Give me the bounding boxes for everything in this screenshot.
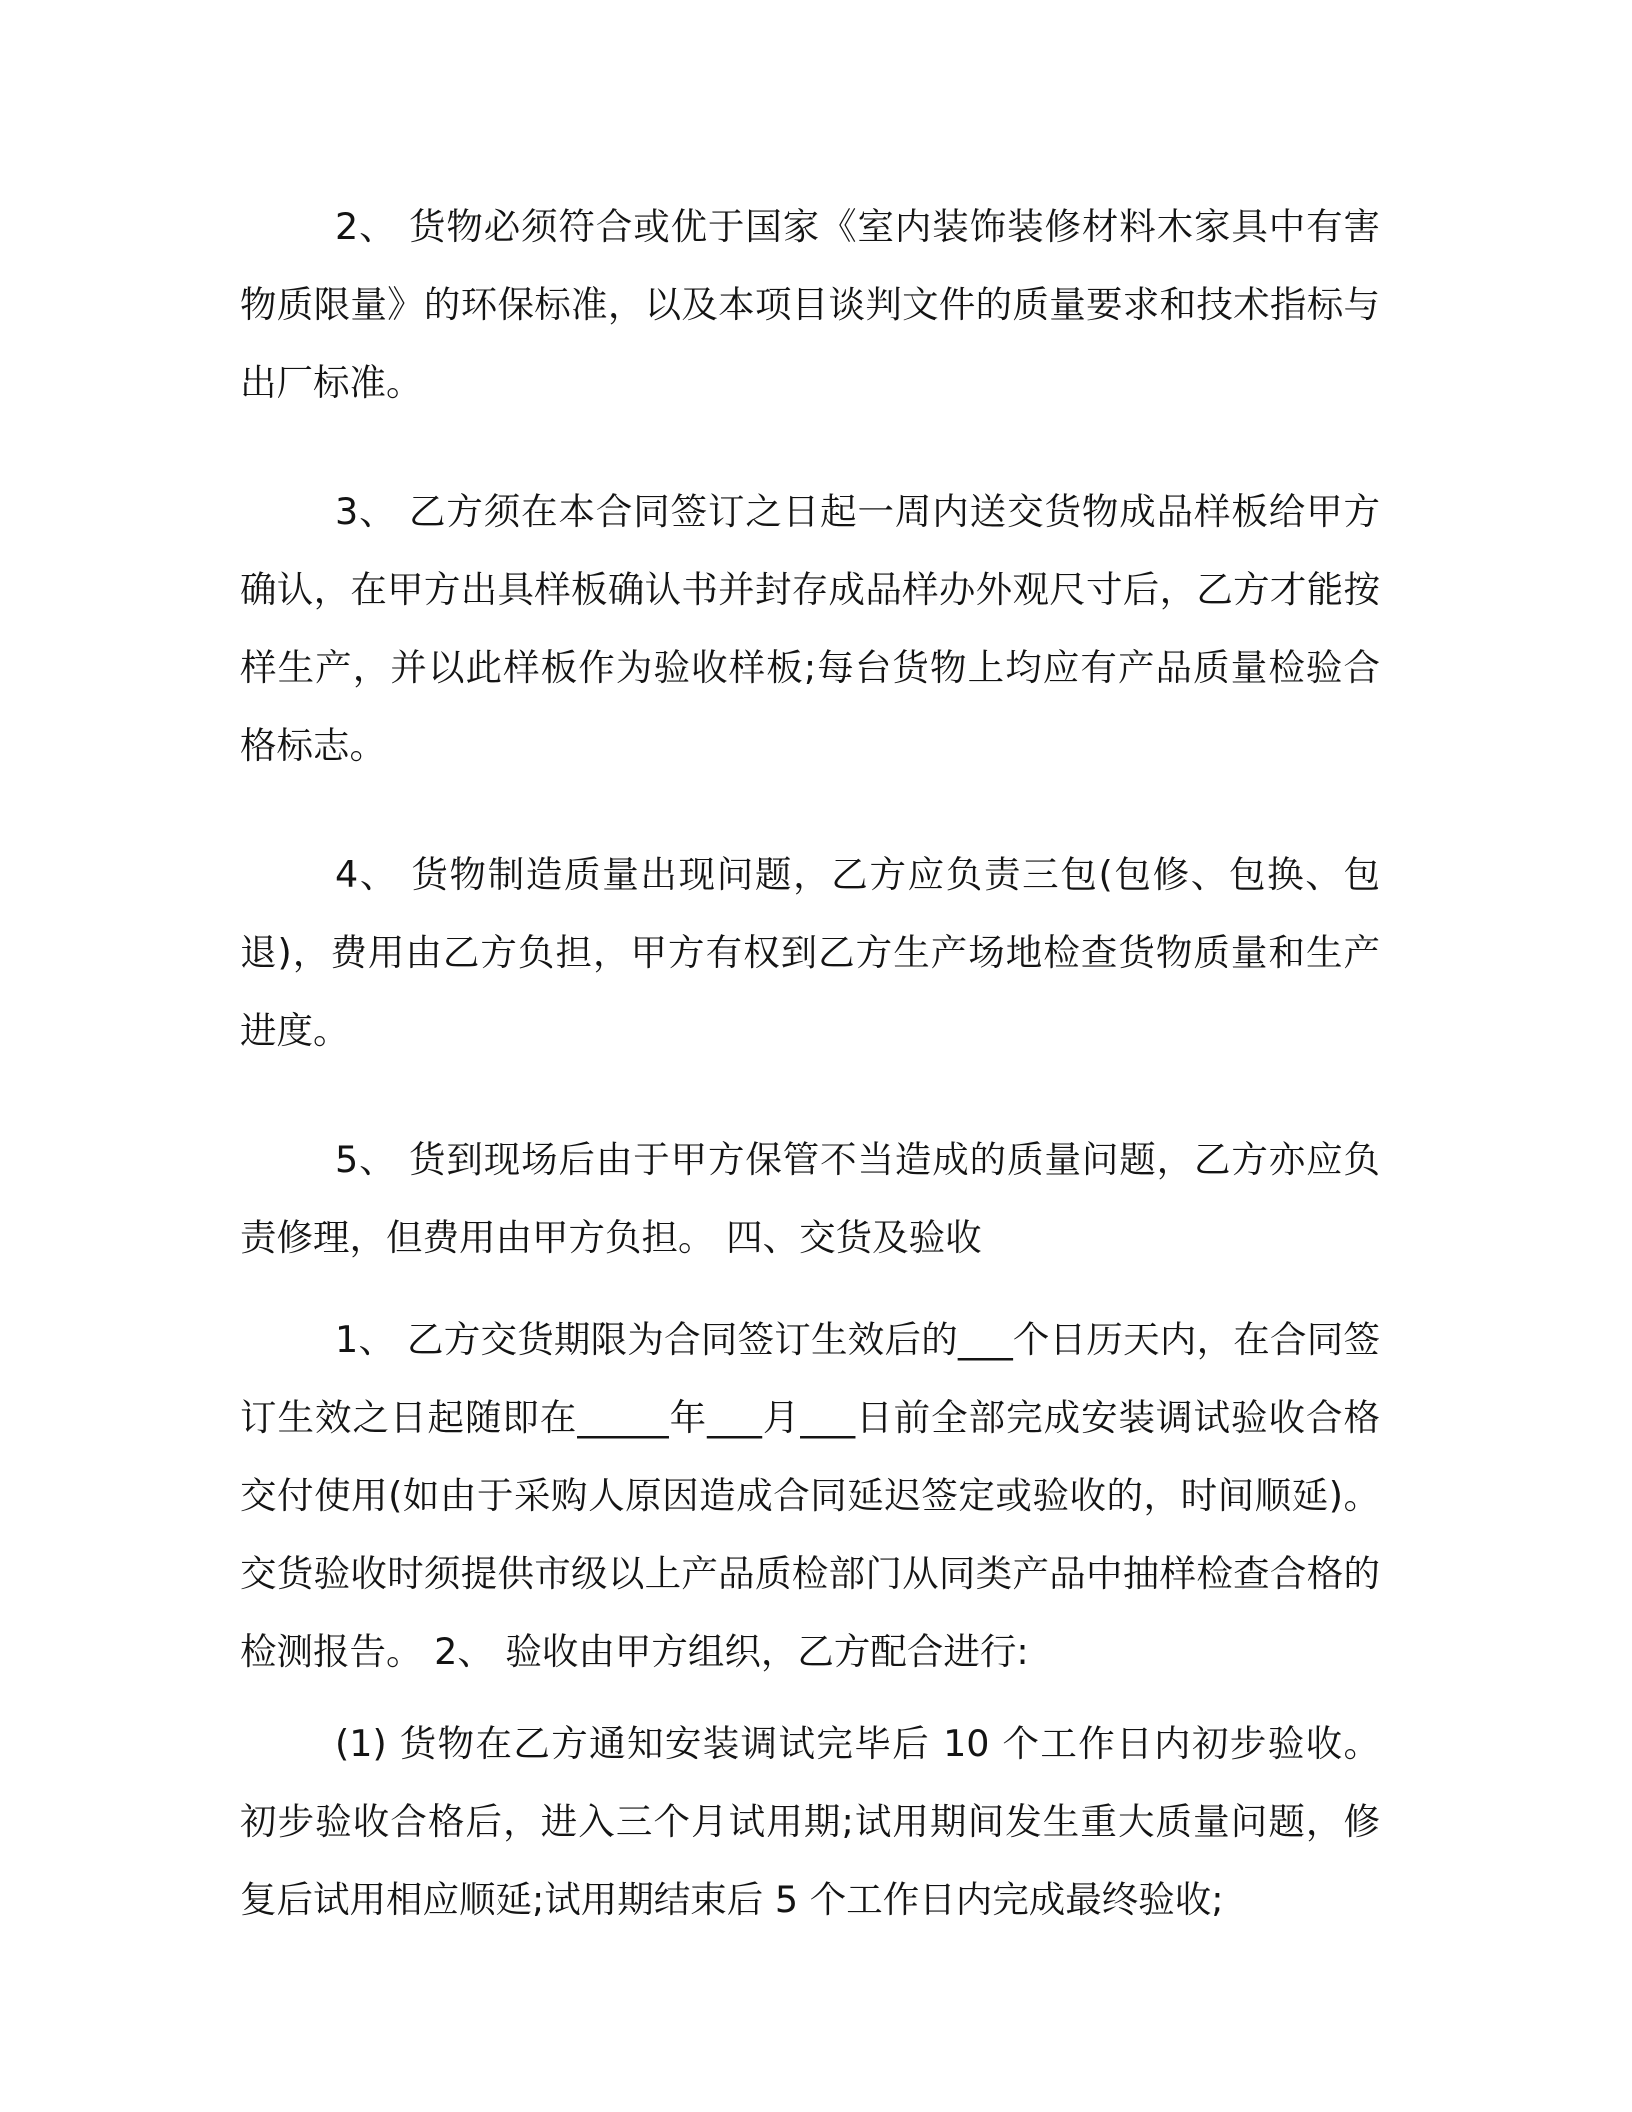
- clause-4-three-guarantees: 4、 货物制造质量出现问题，乙方应负责三包(包修、包换、包退)，费用由乙方负担，甲方有权到乙方生产场地检查货物质量和生产进度。: [240, 853, 1380, 1052]
- clause-3-sample-confirmation: 3、 乙方须在本合同签订之日起一周内送交货物成品样板给甲方确认，在甲方出具样板确认书并封存成品样办外观尺寸后，乙方才能按样生产，并以此样板作为验收样板;每台货物上均应有产品质量检验合格标志。: [240, 490, 1380, 767]
- section-4-clause-1-delivery-period: 1、 乙方交货期限为合同签订生效后的___个日历天内，在合同签订生效之日起随即在_____年___月___日前全部完成安装调试验收合格交付使用(如由于采购人原因造成合同延迟签定或验收的，时间顺延)。交货验收时须提供市级以上产品质检部门从同类产品中抽样检查合格的检测报告。 2、 验收由甲方组织，乙方配合进行:: [240, 1318, 1380, 1673]
- acceptance-item-1-preliminary: (1) 货物在乙方通知安装调试完毕后 10 个工作日内初步验收。初步验收合格后，进入三个月试用期;试用期间发生重大质量问题，修复后试用相应顺延;试用期结束后 5 个工作日内完成最终验收;: [240, 1722, 1380, 1921]
- document-body: [240, 188, 1380, 1939]
- clause-2-quality-standard: 2、 货物必须符合或优于国家《室内装饰装修材料木家具中有害物质限量》的环保标准，以及本项目谈判文件的质量要求和技术指标与出厂标准。: [240, 205, 1380, 404]
- clause-5-storage-responsibility: 5、 货到现场后由于甲方保管不当造成的质量问题，乙方亦应负责修理，但费用由甲方负担。 四、交货及验收: [240, 1138, 1380, 1259]
